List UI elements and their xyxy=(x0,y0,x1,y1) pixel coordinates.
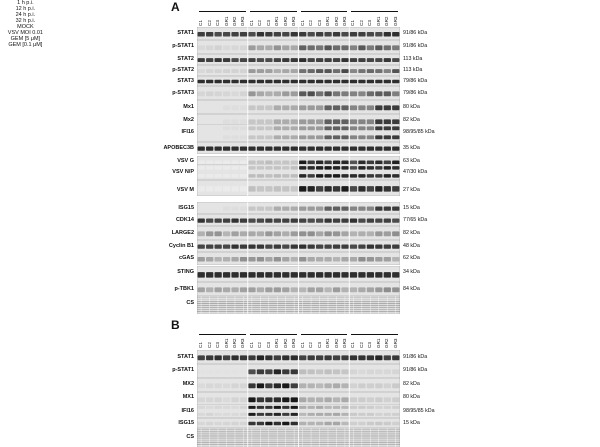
panelB-lane-label: C3 xyxy=(265,342,271,348)
panelA-lane-label: C1 xyxy=(299,20,305,26)
panelB-lane-label: GR2 xyxy=(333,338,339,348)
panelA-row-label: p-TBK1 xyxy=(174,286,194,292)
panelB-kda-label: 82 kDa xyxy=(403,381,420,387)
panelA-kda-label: 63 kDa xyxy=(403,158,420,164)
panelB-cs-blot xyxy=(197,428,400,447)
panelB-lane-label: C3 xyxy=(367,342,373,348)
panelA-p-stat2-blot xyxy=(197,65,400,76)
panelA-lane-label: GR2 xyxy=(232,16,238,26)
panelA-kda-label: 98/95/85 kDa xyxy=(403,129,435,135)
panelB-lane-label: GR1 xyxy=(375,338,381,348)
panelA-kda-label: 82 kDa xyxy=(403,117,420,123)
panelA-kda-label: 80 kDa xyxy=(403,104,420,110)
panelA-lane-label: C3 xyxy=(215,20,221,26)
panelB-row-label: MX1 xyxy=(182,394,194,400)
panelB-lane-label: GR2 xyxy=(384,338,390,348)
panelB-ifi16-blot xyxy=(197,404,400,418)
panelA-lane-label: C2 xyxy=(308,20,314,26)
panelB-row-label: STAT1 xyxy=(177,354,194,360)
panelB-lane-label: GR3 xyxy=(392,338,398,348)
panelB-p-stat1-blot xyxy=(197,364,400,378)
panelA-lane-label: C2 xyxy=(358,20,364,26)
panelB-kda-label: 98/95/85 kDa xyxy=(403,408,435,414)
panelA-p-stat1-blot xyxy=(197,40,400,54)
panelA-kda-label: 48 kDa xyxy=(403,243,420,249)
panelA-group-label: 24 h p.i. xyxy=(15,12,36,18)
panelB-lane-label: C3 xyxy=(316,342,322,348)
panelB-lane-label: GR1 xyxy=(325,338,331,348)
panelA-kda-label: 35 kDa xyxy=(403,145,420,151)
panelA-lane-label: GR3 xyxy=(392,16,398,26)
panelA-lane-label: GR1 xyxy=(325,16,331,26)
panelA-lane-label: C1 xyxy=(248,20,254,26)
panelA-row-label: p-STAT1 xyxy=(172,43,194,49)
panelA-row-label: CDK14 xyxy=(175,217,194,223)
panelA-kda-label: 47/30 kDa xyxy=(403,169,428,175)
panelB-isg15-blot xyxy=(197,418,400,428)
panelA-kda-label: 27 kDa xyxy=(403,187,420,193)
panelB-lane-label: C3 xyxy=(215,342,221,348)
panelB-group-label: GEM [0.1 μM] xyxy=(8,42,43,48)
panelA-kda-label: 91/86 kDa xyxy=(403,30,428,36)
panelA-stat2-blot xyxy=(197,54,400,65)
panelB-group-line xyxy=(199,334,246,335)
panelA-group-line xyxy=(351,11,398,12)
panelA-vsv-n-p-blot xyxy=(197,164,400,180)
panelA-vsv-m-blot xyxy=(197,180,400,196)
panelB-row-label: MX2 xyxy=(182,381,194,387)
panelA-group-line xyxy=(301,11,348,12)
panelB-group-line xyxy=(351,334,398,335)
panelB-group-label: VSV MOI 0.01 xyxy=(7,30,43,36)
panelA-kda-label: 79/86 kDa xyxy=(403,90,428,96)
panelA-cs-blot xyxy=(197,296,400,314)
panelA-group-label: 1 h p.i. xyxy=(17,0,34,6)
panel-b-letter: B xyxy=(171,318,180,332)
panelA-row-label: p-STAT3 xyxy=(172,90,194,96)
panelA-large2-blot xyxy=(197,226,400,240)
panelB-lane-label: GR2 xyxy=(232,338,238,348)
panelA-mx1-blot xyxy=(197,100,400,114)
panelB-kda-label: 15 kDa xyxy=(403,420,420,426)
panelA-lane-label: GR3 xyxy=(291,16,297,26)
panelA-lane-label: GR3 xyxy=(240,16,246,26)
panelB-row-label: ISG15 xyxy=(178,420,194,426)
panelA-lane-label: GR2 xyxy=(384,16,390,26)
panelA-kda-label: 15 kDa xyxy=(403,205,420,211)
panelB-group-line xyxy=(250,334,297,335)
panelB-row-label: p-STAT1 xyxy=(172,367,194,373)
panelA-stat1-blot xyxy=(197,27,400,40)
panelA-lane-label: C3 xyxy=(367,20,373,26)
panelA-p-tbk1-blot xyxy=(197,282,400,296)
panelA-kda-label: 77/65 kDa xyxy=(403,217,428,223)
panelB-lane-label: C1 xyxy=(299,342,305,348)
panelB-lane-label: C2 xyxy=(308,342,314,348)
panelA-row-label: ISG15 xyxy=(178,205,194,211)
panelA-group-line xyxy=(199,11,246,12)
panelB-lane-label: C2 xyxy=(257,342,263,348)
panelB-lane-label: GR2 xyxy=(282,338,288,348)
panelA-row-label: cGAS xyxy=(179,255,194,261)
panelA-row-label: p-STAT2 xyxy=(172,67,194,73)
panelB-kda-label: 91/86 kDa xyxy=(403,367,428,373)
panelA-row-label: CS xyxy=(186,300,194,306)
panelA-sting-blot xyxy=(197,266,400,282)
panelA-lane-label: C1 xyxy=(350,20,356,26)
panelA-group-label: 12 h p.i. xyxy=(15,6,36,12)
panelA-row-label: IFI16 xyxy=(181,129,194,135)
panel-a-letter: A xyxy=(171,0,180,14)
panelA-lane-label: GR2 xyxy=(333,16,339,26)
panelB-group-label: MOCK xyxy=(17,24,34,30)
panelA-lane-label: C1 xyxy=(198,20,204,26)
panelA-cdk14-blot xyxy=(197,214,400,226)
panelB-row-label: CS xyxy=(186,434,194,440)
panelB-lane-label: GR1 xyxy=(274,338,280,348)
panelA-row-label: Mx2 xyxy=(183,117,194,123)
panelB-lane-label: GR3 xyxy=(291,338,297,348)
panelA-lane-label: C3 xyxy=(265,20,271,26)
panelA-kda-label: 62 kDa xyxy=(403,255,420,261)
panelA-kda-label: 113 kDa xyxy=(403,67,423,73)
panelB-lane-label: C1 xyxy=(248,342,254,348)
panelA-row-label: VSV N/P xyxy=(172,169,194,175)
panelB-lane-label: C1 xyxy=(198,342,204,348)
panelA-p-stat3-blot xyxy=(197,86,400,100)
panelA-lane-label: GR1 xyxy=(223,16,229,26)
panelA-lane-label: C2 xyxy=(257,20,263,26)
panelA-row-label: Cyclin B1 xyxy=(168,243,194,249)
panelA-lane-label: GR1 xyxy=(375,16,381,26)
panelA-row-label: Mx1 xyxy=(183,104,194,110)
panelB-group-line xyxy=(301,334,348,335)
panelA-lane-label: C3 xyxy=(316,20,322,26)
panelA-lane-label: GR1 xyxy=(274,16,280,26)
panelB-stat1-blot xyxy=(197,350,400,364)
panelB-lane-label: C1 xyxy=(350,342,356,348)
panelA-cyclin-b1-blot xyxy=(197,240,400,252)
panelA-row-label: STAT3 xyxy=(177,78,194,84)
panelA-kda-label: 113 kDa xyxy=(403,56,423,62)
panelA-kda-label: 79/86 kDa xyxy=(403,78,428,84)
panelB-kda-label: 91/86 kDa xyxy=(403,354,428,360)
panelB-mx2-blot xyxy=(197,378,400,392)
panelA-row-label: APOBEC3B xyxy=(163,145,194,151)
panelA-lane-label: C2 xyxy=(206,20,212,26)
panelA-cgas-blot xyxy=(197,252,400,265)
panelB-lane-label: GR3 xyxy=(341,338,347,348)
panelB-lane-label: GR1 xyxy=(223,338,229,348)
panelA-lane-label: GR2 xyxy=(282,16,288,26)
panelA-group-label: 32 h p.i. xyxy=(15,18,36,24)
panelA-kda-label: 91/86 kDa xyxy=(403,43,428,49)
panelB-kda-label: 80 kDa xyxy=(403,394,420,400)
panelA-row-label: VSV M xyxy=(176,187,194,193)
panelB-row-label: IFI16 xyxy=(181,408,194,414)
panelB-group-label: GEM [5 μM] xyxy=(10,36,41,42)
panelA-row-label: STAT1 xyxy=(177,30,194,36)
panelB-lane-label: GR3 xyxy=(240,338,246,348)
panelA-kda-label: 84 kDa xyxy=(403,286,420,292)
panelA-row-label: LARGE2 xyxy=(171,230,194,236)
panelB-lane-label: C2 xyxy=(206,342,212,348)
panelB-lane-label: C2 xyxy=(358,342,364,348)
panelA-row-label: VSV G xyxy=(177,158,194,164)
panelA-lane-label: GR3 xyxy=(341,16,347,26)
panelA-stat3-blot xyxy=(197,76,400,86)
panelA-kda-label: 34 kDa xyxy=(403,269,420,275)
panelA-row-label: STAT2 xyxy=(177,56,194,62)
panelA-kda-label: 82 kDa xyxy=(403,230,420,236)
panelA-row-label: STING xyxy=(177,269,194,275)
panelA-apobec3b-blot xyxy=(197,142,400,154)
panelA-ifi16-blot xyxy=(197,124,400,142)
panelA-group-line xyxy=(250,11,297,12)
panelA-isg15-blot xyxy=(197,202,400,214)
